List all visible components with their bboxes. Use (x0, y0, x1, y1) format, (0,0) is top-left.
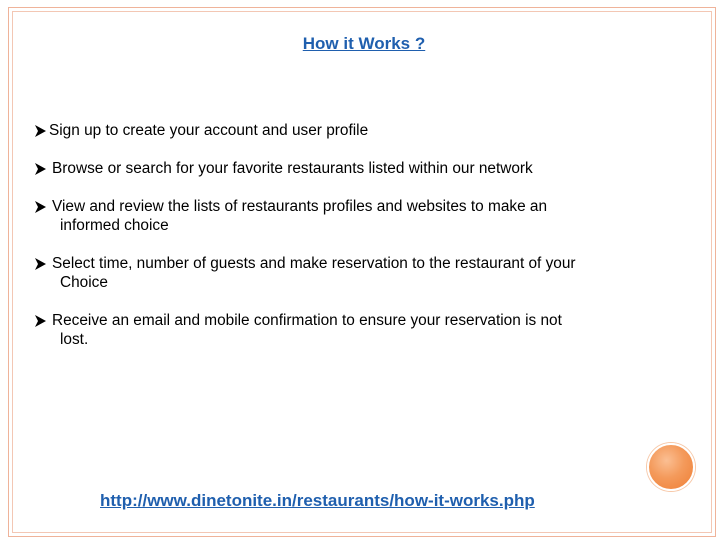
bullet-text-continuation: Choice (60, 274, 108, 291)
arrowhead-bullet-icon (34, 315, 47, 327)
bullet-text-continuation: informed choice (60, 217, 169, 234)
arrowhead-bullet-icon (34, 258, 47, 270)
arrowhead-bullet-icon (34, 201, 47, 213)
bullet-text-continuation: lost. (60, 331, 89, 348)
slide-title-text: How it Works ? (302, 34, 426, 53)
website-link[interactable]: http://www.dinetonite.in/restaurants/how-it-works.php (100, 491, 535, 510)
bullet-item (34, 121, 694, 140)
bullet-text: Select time, number of guests and make reservation to the restaurant of your (52, 255, 576, 272)
bullet-text: View and review the lists of restaurants profiles and websites to make an (52, 198, 548, 215)
bullet-item (34, 254, 694, 292)
slide-title (0, 34, 728, 54)
bullet-text: Browse or search for your favorite restaurants listed within our network (52, 160, 533, 177)
bullet-text: Sign up to create your account and user profile (49, 122, 369, 139)
bullet-item (34, 197, 694, 235)
bullet-item (34, 159, 694, 178)
orange-circle-icon (647, 443, 695, 491)
bullet-text: Receive an email and mobile confirmation to ensure your reservation is not (52, 312, 562, 329)
arrowhead-bullet-icon (34, 163, 47, 175)
bullet-item (34, 311, 694, 349)
arrowhead-bullet-icon (34, 125, 47, 137)
bullet-list (34, 121, 694, 368)
